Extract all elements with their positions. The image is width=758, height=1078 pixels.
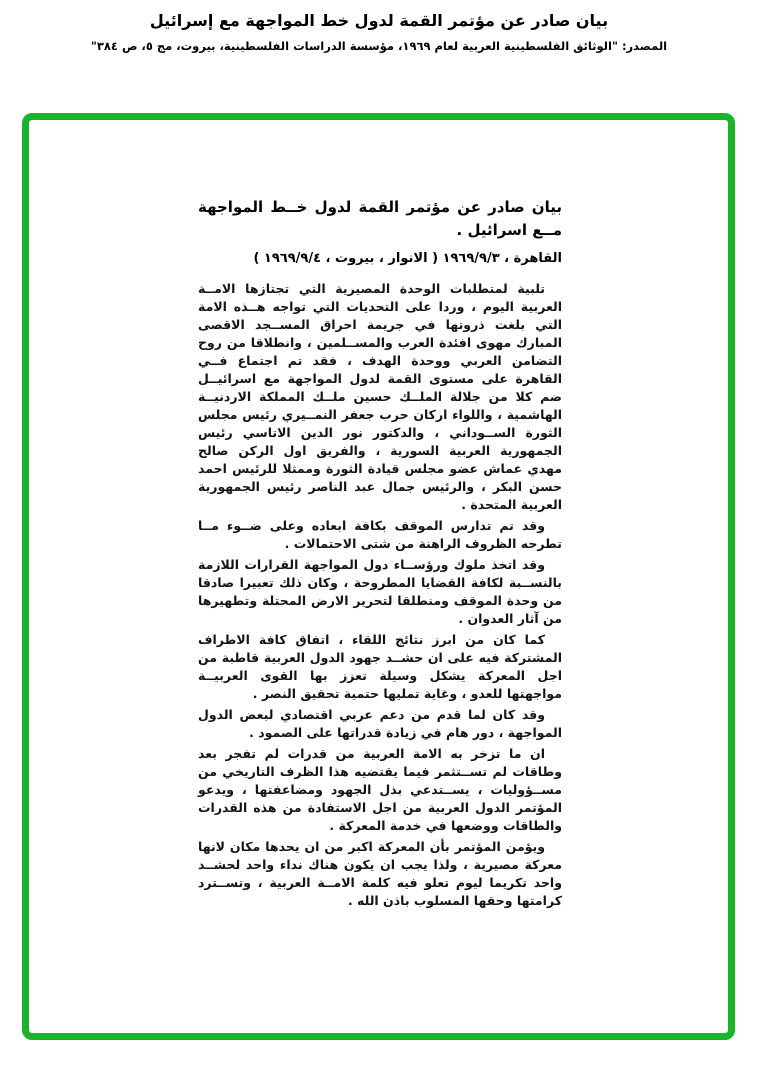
document-body <box>198 280 562 910</box>
document-paragraph: تلبية لمتطلبات الوحدة المصيرية التي تجتازها الامــة العربية اليوم ، وردا على التحديات التي تواجه هــذه الامة التي بلغت ذروتها في جريمة احراق المســجد الاقصى المبارك مهوى افئدة العرب والمســلمين ، وانطلاقا من روح التضامن العربي ووحدة الهدف ، فقد تم اجتماع فــي القاهرة على مستوى القمة لدول المواجهة مع اسرائيــل ضم كلا من جلالة الملــك حسين ملــك المملكة الاردنيــة الهاشمية ، واللواء اركان حرب جعفر النمــيري رئيس مجلس الثورة الســوداني ، والدكتور نور الدين الاتاسي رئيس الجمهورية العربية السورية ، والفريق اول الركن صالح مهدي عماش عضو مجلس قيادة الثورة وممثلا للرئيس احمد حسن البكر ، والرئيس جمال عبد الناصر رئيس الجمهورية العربية المتحدة . <box>198 281 562 512</box>
document-paragraph: كما كان من ابرز نتائج اللقاء ، اتفاق كافة الاطراف المشتركة فيه على ان حشــد جهود الدول العربية قاطبة من اجل المعركة يشكل وسيلة تعزز بها القوى العربيــة مواجهتها للعدو ، وغاية تمليها حتمية تحقيق النصر . <box>198 632 562 701</box>
scanned-document <box>198 196 562 913</box>
document-paragraph: وقد كان لما قدم من دعم عربي اقتصادي لبعض الدول المواجهة ، دور هام في زيادة قدراتها على الصمود . <box>198 707 562 740</box>
document-paragraph: وقد اتخذ ملوك ورؤســاء دول المواجهة القرارات اللازمة بالنســبة لكافة القضايا المطروحة ، وكان ذلك تعبيرا صادقا من وحدة الموقف ومنطلقا لتحرير الارض المحتلة وتطهيرها من آثار العدوان . <box>198 557 562 626</box>
document-paragraph: ويؤمن المؤتمر بأن المعركة اكبر من ان يحدها مكان لانها معركة مصيرية ، ولذا يجب ان يكون هناك نداء واحد لحشــد واحد تكريما ليوم تعلو فيه كلمة الامــة العربية ، وتســترد كرامتها وحقها المسلوب باذن الله . <box>198 839 562 908</box>
document-paragraph: ان ما تزخر به الامة العربية من قدرات لم تفجر بعد وطاقات لم تســتثمر فيما يقتضيه هذا الظرف التاريخي من مســؤوليات ، يســتدعي بذل الجهود ومضاعفتها ، ويدعو المؤتمر الدول العربية من اجل الاستفادة من هذه القدرات والطاقات ووضعها في خدمة المعركة . <box>198 746 562 833</box>
page-title: بيان صادر عن مؤتمر القمة لدول خط المواجهة مع إسرائيل <box>149 11 609 30</box>
document-dateline: القاهرة ، ١٩٦٩/٩/٣ ( الانوار ، بيروت ، ١٩٦٩/٩/٤ ) <box>253 251 562 266</box>
document-paragraph: وقد تم تدارس الموقف بكافة ابعاده وعلى ضــوء مــا تطرحه الظروف الراهنة من شتى الاحتمالات . <box>198 518 562 551</box>
document-title: بيان صادر عن مؤتمر القمة لدول خــط المواجهة مــع اسرائيل . <box>198 198 562 239</box>
page-header <box>0 0 758 53</box>
source-citation: المصدر: "الوثائق الفلسطينية العربية لعام ١٩٦٩، مؤسسة الدراسات الفلسطينية، بيروت، مج ٥، ص ٣٨٤" <box>90 39 668 53</box>
